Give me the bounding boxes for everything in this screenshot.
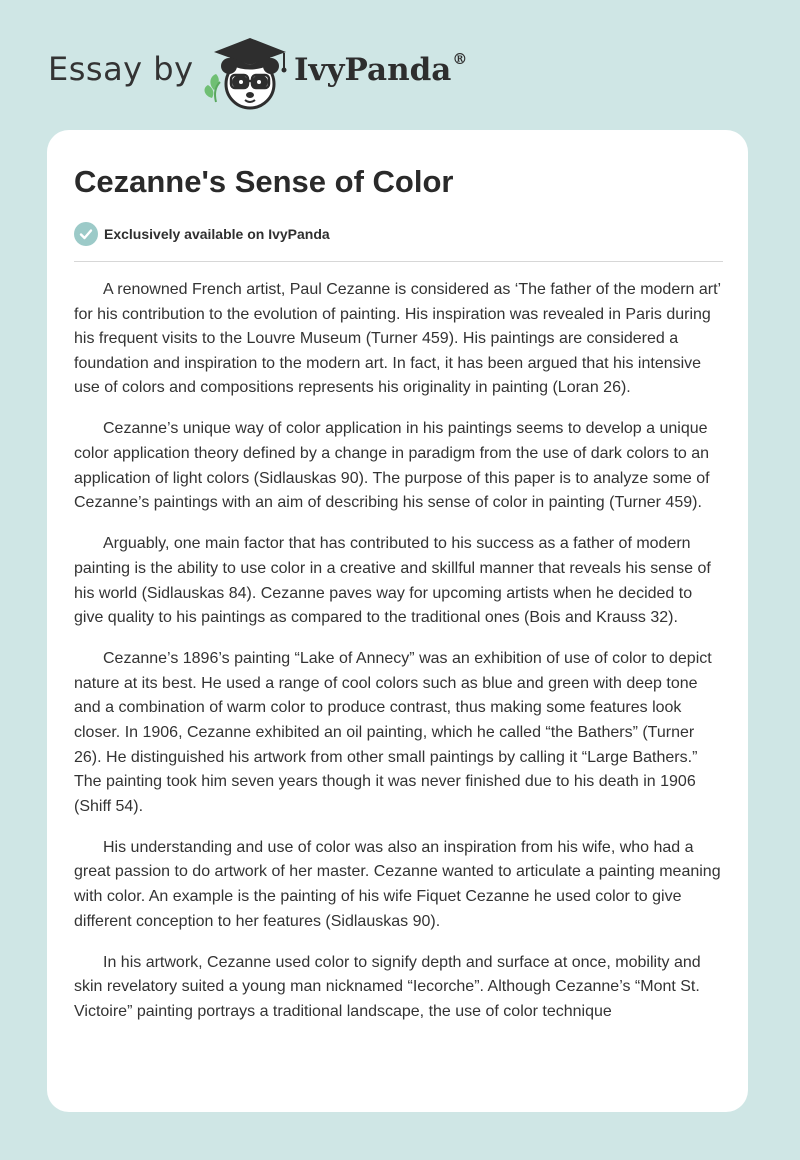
essay-by-label: Essay by	[48, 50, 194, 88]
page-title: Cezanne's Sense of Color	[74, 164, 454, 199]
ivy-leaf-icon	[205, 74, 220, 102]
paragraph: In his artwork, Cezanne used color to signify depth and surface at once, mobility and skin revelatory suited a young man nicknamed “Iecorche”. Although Cezanne’s “Mont St. Victoire” painting portrays a traditional landscape, the use of color technique	[74, 953, 701, 1020]
ivypanda-logo-icon[interactable]	[200, 32, 290, 112]
paragraph: Cezanne’s 1896’s painting “Lake of Annecy” was an exhibition of use of color to depict nature at its best. He used a range of cool colors such as blue and green with deep tone and a combination of warm color to produce contrast, thus making some features look closer. In 1906, Cezanne exhibited an oil painting, which he called “the Bathers” (Turner 26). He distinguished his artwork from other small paintings by calling it “Large Bathers.” The painting took him seven years though it was never finished due to his death in 1906 (Shiff 54).	[74, 650, 712, 815]
paragraph: Cezanne’s unique way of color application in his paintings seems to develop a unique color application theory defined by a change in paradigm from the use of dark colors to an application of light colors (Sidlauskas 90). The purpose of this paper is to analyze some of Cezanne’s paintings with an aim of describing his sense of color in painting (Turner 459).	[74, 420, 710, 512]
site-header	[0, 0, 800, 130]
essay-card	[47, 130, 748, 1112]
checkmark-icon	[74, 222, 98, 246]
essay-body	[74, 278, 724, 1041]
paragraph: A renowned French artist, Paul Cezanne is considered as ‘The father of the modern art’ for his contribution to the evolution of painting. His inspiration was revealed in Paris during his frequent visits to the Louvre Museum (Turner 459). His paintings are considered a foundation and inspiration to the modern art. In fact, it has been argued that his intensive use of colors and compositions represents his originality in painting (Loran 26).	[74, 281, 721, 397]
exclusive-label: Exclusively available on IvyPanda	[104, 226, 330, 242]
registered-mark: ®	[452, 50, 468, 68]
paragraph: Arguably, one main factor that has contributed to his success as a father of modern painting is the ability to use color in a creative and skillful manner that reveals his sense of his world (Sidlauskas 84). Cezanne paves way for upcoming artists when he decided to give quality to his paintings as compared to the traditional ones (Bois and Krauss 32).	[74, 535, 711, 627]
paragraph: His understanding and use of color was also an inspiration from his wife, who had a great passion to do artwork of her master. Cezanne wanted to articulate a painting meaning with color. An example is the painting of his wife Fiquet Cezanne he used color to give different conception to her features (Sidlauskas 90).	[74, 838, 721, 930]
brand-name[interactable]: IvyPanda®	[294, 50, 468, 88]
exclusive-badge	[74, 222, 330, 246]
divider	[74, 261, 723, 262]
